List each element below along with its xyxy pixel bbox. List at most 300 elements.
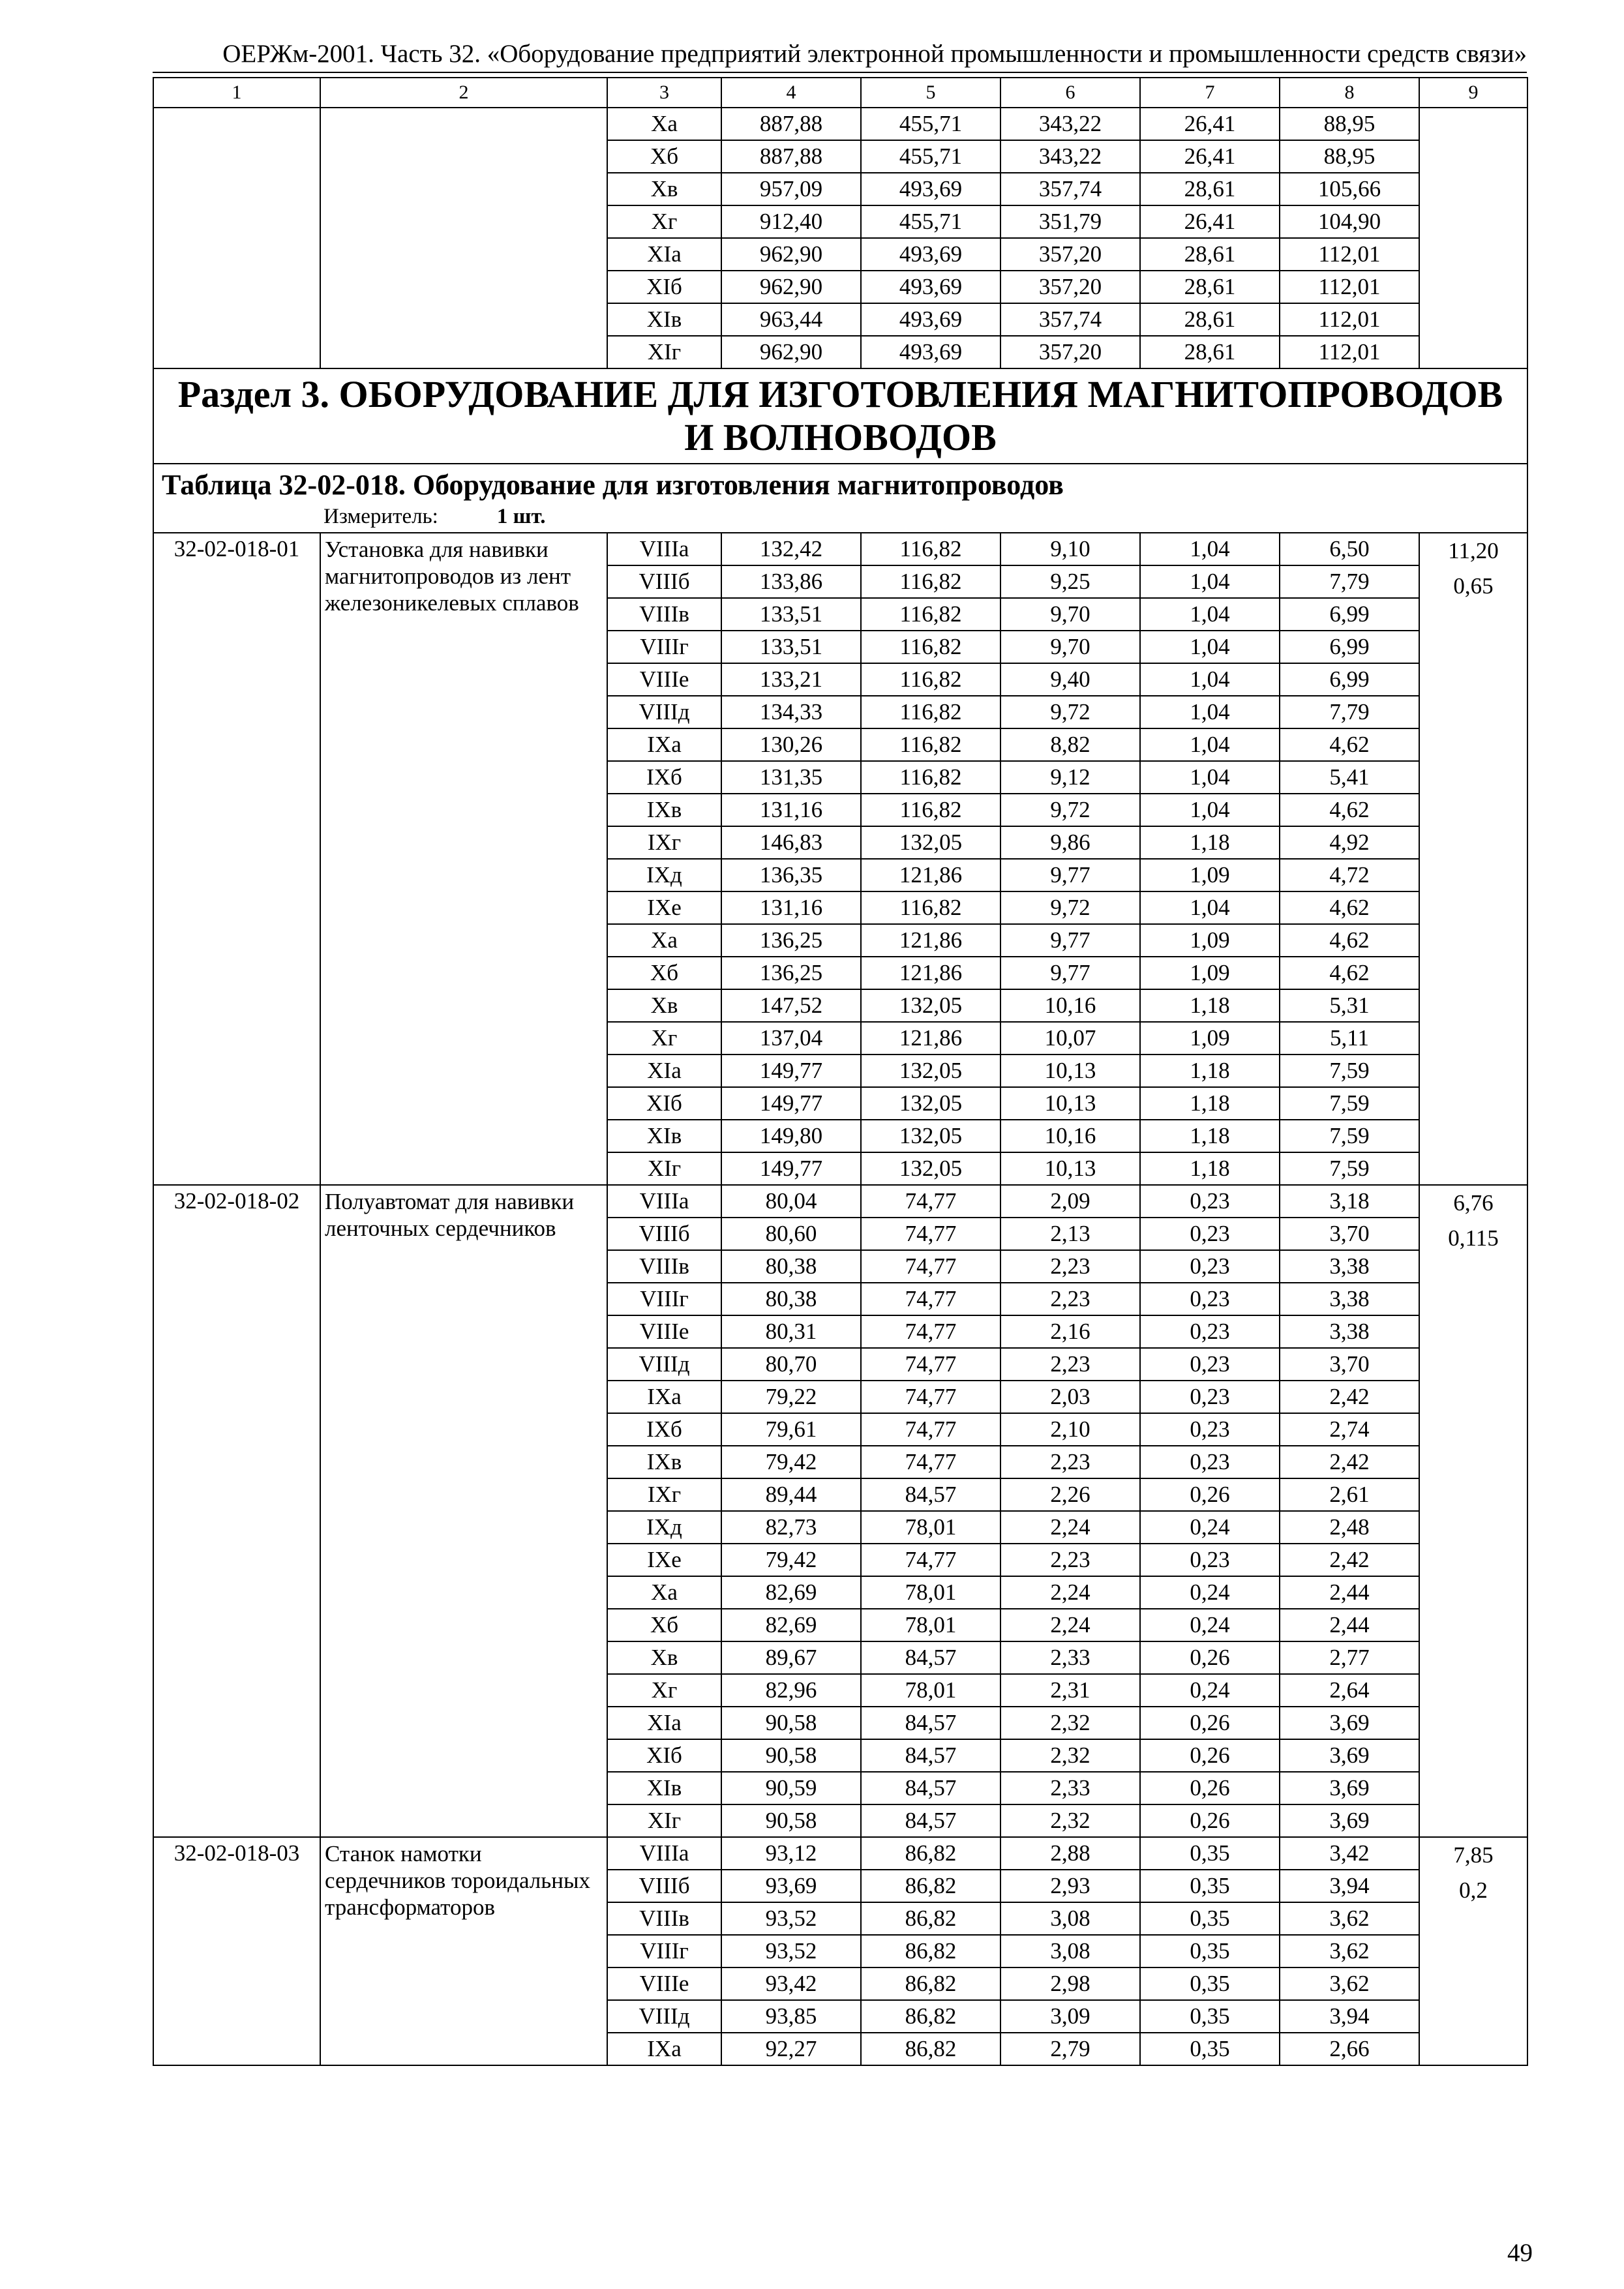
- value-cell: 2,23: [1000, 1250, 1140, 1283]
- value-cell: 9,12: [1000, 761, 1140, 794]
- value-cell: 2,23: [1000, 1283, 1140, 1315]
- value-cell: 90,58: [721, 1739, 861, 1772]
- value-cell: 149,77: [721, 1152, 861, 1185]
- zone-cell: VIIIa: [607, 1837, 721, 1870]
- value-cell: 149,77: [721, 1087, 861, 1120]
- value-cell: 26,41: [1140, 205, 1280, 238]
- item-code: 32-02-018-02: [153, 1185, 320, 1837]
- code-cell: [153, 108, 320, 368]
- value-cell: 455,71: [861, 108, 1000, 140]
- zone-cell: VIIIб: [607, 1870, 721, 1902]
- value-cell: 0,26: [1140, 1707, 1280, 1739]
- value-cell: 3,09: [1000, 2000, 1140, 2033]
- zone-cell: XIб: [607, 1739, 721, 1772]
- value-cell: 74,77: [861, 1381, 1000, 1413]
- value-cell: 105,66: [1280, 173, 1419, 205]
- value-cell: 0,23: [1140, 1283, 1280, 1315]
- value-cell: 0,26: [1140, 1772, 1280, 1804]
- value-cell: 90,59: [721, 1772, 861, 1804]
- zone-cell: Xг: [607, 1674, 721, 1707]
- value-cell: 493,69: [861, 336, 1000, 368]
- zone-cell: XIв: [607, 303, 721, 336]
- zone-cell: IXв: [607, 794, 721, 826]
- value-cell: 84,57: [861, 1739, 1000, 1772]
- table-caption-row: [153, 464, 1527, 533]
- value-cell: 455,71: [861, 140, 1000, 173]
- zone-cell: IXa: [607, 728, 721, 761]
- value-cell: 2,42: [1280, 1446, 1419, 1478]
- value-cell: 84,57: [861, 1772, 1000, 1804]
- zone-cell: VIIIe: [607, 1315, 721, 1348]
- value-cell: 90,58: [721, 1707, 861, 1739]
- value-cell: 10,16: [1000, 1120, 1140, 1152]
- value-cell: 80,38: [721, 1250, 861, 1283]
- zone-cell: IXб: [607, 1413, 721, 1446]
- value-cell: 9,72: [1000, 891, 1140, 924]
- value-cell: 82,96: [721, 1674, 861, 1707]
- value-cell: 74,77: [861, 1283, 1000, 1315]
- value-cell: 92,27: [721, 2033, 861, 2065]
- value-cell: 455,71: [861, 205, 1000, 238]
- value-cell: 2,64: [1280, 1674, 1419, 1707]
- value-cell: 80,60: [721, 1218, 861, 1250]
- value-cell: 9,77: [1000, 859, 1140, 891]
- column-number: 2: [320, 78, 607, 108]
- value-cell: 0,23: [1140, 1381, 1280, 1413]
- value-cell: 80,70: [721, 1348, 861, 1381]
- value-cell: 136,25: [721, 957, 861, 989]
- value-cell: 121,86: [861, 924, 1000, 957]
- value-cell: 2,44: [1280, 1609, 1419, 1641]
- unit-label: Измеритель:: [323, 505, 438, 528]
- value-cell: 887,88: [721, 140, 861, 173]
- unit-value: 1 шт.: [496, 505, 546, 528]
- zone-cell: XIг: [607, 336, 721, 368]
- value-cell: 116,82: [861, 761, 1000, 794]
- value-cell: 493,69: [861, 303, 1000, 336]
- value-cell: 74,77: [861, 1544, 1000, 1576]
- value-cell: 1,18: [1140, 1087, 1280, 1120]
- zone-cell: XIг: [607, 1152, 721, 1185]
- table-caption: [153, 464, 1527, 533]
- value-cell: 28,61: [1140, 173, 1280, 205]
- value-cell: 136,25: [721, 924, 861, 957]
- value-cell: 3,62: [1280, 1902, 1419, 1935]
- value-cell: 1,04: [1140, 728, 1280, 761]
- value-cell: 1,09: [1140, 957, 1280, 989]
- value-cell: 0,35: [1140, 1870, 1280, 1902]
- value-cell: 2,23: [1000, 1544, 1140, 1576]
- value-cell: 131,16: [721, 891, 861, 924]
- value-cell: 887,88: [721, 108, 861, 140]
- zone-cell: XIб: [607, 1087, 721, 1120]
- value-cell: 2,32: [1000, 1707, 1140, 1739]
- value-cell: 0,35: [1140, 1935, 1280, 1967]
- value-cell: 0,35: [1140, 2000, 1280, 2033]
- col9-cell: [1419, 108, 1527, 368]
- value-cell: 1,04: [1140, 631, 1280, 663]
- table-title: Таблица 32-02-018. Оборудование для изготовления магнитопроводов: [162, 469, 1064, 501]
- value-cell: 7,59: [1280, 1087, 1419, 1120]
- value-cell: 9,72: [1000, 696, 1140, 728]
- value-cell: 74,77: [861, 1185, 1000, 1218]
- value-cell: 3,70: [1280, 1348, 1419, 1381]
- value-cell: 3,69: [1280, 1707, 1419, 1739]
- value-cell: 1,09: [1140, 1022, 1280, 1055]
- value-cell: 88,95: [1280, 108, 1419, 140]
- value-cell: 2,79: [1000, 2033, 1140, 2065]
- zone-cell: IXe: [607, 1544, 721, 1576]
- value-cell: 104,90: [1280, 205, 1419, 238]
- value-cell: 2,31: [1000, 1674, 1140, 1707]
- item-code: 32-02-018-03: [153, 1837, 320, 2065]
- value-cell: 116,82: [861, 631, 1000, 663]
- column-number: 5: [861, 78, 1000, 108]
- value-cell: 1,18: [1140, 1055, 1280, 1087]
- value-cell: 79,42: [721, 1446, 861, 1478]
- value-cell: 116,82: [861, 565, 1000, 598]
- value-cell: 2,24: [1000, 1609, 1140, 1641]
- zone-cell: IXд: [607, 1511, 721, 1544]
- zone-cell: IXд: [607, 859, 721, 891]
- value-cell: 5,41: [1280, 761, 1419, 794]
- page-number: 49: [1507, 2239, 1533, 2267]
- zone-cell: VIIIг: [607, 1283, 721, 1315]
- value-cell: 133,51: [721, 598, 861, 631]
- col9-cell: [1419, 533, 1527, 1185]
- value-cell: 112,01: [1280, 271, 1419, 303]
- value-cell: 132,05: [861, 1087, 1000, 1120]
- value-cell: 0,23: [1140, 1348, 1280, 1381]
- value-cell: 5,31: [1280, 989, 1419, 1022]
- value-cell: 4,72: [1280, 859, 1419, 891]
- value-cell: 6,99: [1280, 631, 1419, 663]
- value-cell: 78,01: [861, 1609, 1000, 1641]
- zone-cell: XIв: [607, 1120, 721, 1152]
- value-cell: 2,33: [1000, 1772, 1140, 1804]
- value-cell: 149,80: [721, 1120, 861, 1152]
- value-cell: 357,74: [1000, 303, 1140, 336]
- zone-cell: IXб: [607, 761, 721, 794]
- value-cell: 1,18: [1140, 1120, 1280, 1152]
- value-cell: 93,42: [721, 1967, 861, 2000]
- column-number: 3: [607, 78, 721, 108]
- zone-cell: IXe: [607, 891, 721, 924]
- value-cell: 28,61: [1140, 336, 1280, 368]
- zone-cell: IXг: [607, 1478, 721, 1511]
- value-cell: 74,77: [861, 1218, 1000, 1250]
- zone-cell: Xг: [607, 1022, 721, 1055]
- rates-table: [153, 77, 1528, 2066]
- value-cell: 149,77: [721, 1055, 861, 1087]
- value-cell: 116,82: [861, 728, 1000, 761]
- value-cell: 343,22: [1000, 108, 1140, 140]
- value-cell: 0,24: [1140, 1609, 1280, 1641]
- value-cell: 2,98: [1000, 1967, 1140, 2000]
- value-cell: 3,62: [1280, 1935, 1419, 1967]
- zone-cell: XIa: [607, 1055, 721, 1087]
- value-cell: 2,48: [1280, 1511, 1419, 1544]
- value-cell: 3,69: [1280, 1804, 1419, 1837]
- value-cell: 116,82: [861, 663, 1000, 696]
- value-cell: 2,23: [1000, 1348, 1140, 1381]
- value-cell: 74,77: [861, 1315, 1000, 1348]
- value-cell: 3,38: [1280, 1250, 1419, 1283]
- zone-cell: Xб: [607, 957, 721, 989]
- zone-cell: VIIIд: [607, 2000, 721, 2033]
- value-cell: 1,04: [1140, 533, 1280, 565]
- value-cell: 89,67: [721, 1641, 861, 1674]
- value-cell: 2,32: [1000, 1739, 1140, 1772]
- value-cell: 357,20: [1000, 336, 1140, 368]
- value-cell: 2,24: [1000, 1576, 1140, 1609]
- value-cell: 2,44: [1280, 1576, 1419, 1609]
- value-cell: 0,24: [1140, 1511, 1280, 1544]
- value-cell: 343,22: [1000, 140, 1140, 173]
- value-cell: 2,61: [1280, 1478, 1419, 1511]
- zone-cell: XIб: [607, 271, 721, 303]
- value-cell: 134,33: [721, 696, 861, 728]
- zone-cell: IXв: [607, 1446, 721, 1478]
- value-cell: 0,26: [1140, 1739, 1280, 1772]
- value-cell: 84,57: [861, 1641, 1000, 1674]
- value-cell: 131,16: [721, 794, 861, 826]
- value-cell: 93,69: [721, 1870, 861, 1902]
- col9-value: 6,76: [1453, 1190, 1494, 1216]
- value-cell: 2,23: [1000, 1446, 1140, 1478]
- value-cell: 2,26: [1000, 1478, 1140, 1511]
- value-cell: 74,77: [861, 1348, 1000, 1381]
- value-cell: 0,35: [1140, 1967, 1280, 2000]
- value-cell: 28,61: [1140, 271, 1280, 303]
- value-cell: 10,13: [1000, 1087, 1140, 1120]
- zone-cell: XIг: [607, 1804, 721, 1837]
- value-cell: 82,69: [721, 1576, 861, 1609]
- value-cell: 357,20: [1000, 238, 1140, 271]
- value-cell: 3,70: [1280, 1218, 1419, 1250]
- value-cell: 112,01: [1280, 238, 1419, 271]
- section-title: Раздел 3. ОБОРУДОВАНИЕ ДЛЯ ИЗГОТОВЛЕНИЯ МАГНИТОПРОВОДОВ И ВОЛНОВОДОВ: [153, 368, 1527, 464]
- value-cell: 78,01: [861, 1674, 1000, 1707]
- value-cell: 351,79: [1000, 205, 1140, 238]
- value-cell: 89,44: [721, 1478, 861, 1511]
- zone-cell: Xв: [607, 1641, 721, 1674]
- table-row: [153, 108, 1527, 140]
- value-cell: 93,12: [721, 1837, 861, 1870]
- value-cell: 116,82: [861, 794, 1000, 826]
- column-number: 7: [1140, 78, 1280, 108]
- value-cell: 3,94: [1280, 1870, 1419, 1902]
- value-cell: 121,86: [861, 859, 1000, 891]
- value-cell: 7,59: [1280, 1120, 1419, 1152]
- value-cell: 78,01: [861, 1576, 1000, 1609]
- value-cell: 132,05: [861, 989, 1000, 1022]
- zone-cell: VIIIa: [607, 533, 721, 565]
- value-cell: 116,82: [861, 533, 1000, 565]
- value-cell: 133,51: [721, 631, 861, 663]
- value-cell: 2,93: [1000, 1870, 1140, 1902]
- item-code: 32-02-018-01: [153, 533, 320, 1185]
- zone-cell: VIIIд: [607, 1348, 721, 1381]
- zone-cell: VIIIa: [607, 1185, 721, 1218]
- value-cell: 10,13: [1000, 1152, 1140, 1185]
- value-cell: 4,62: [1280, 891, 1419, 924]
- value-cell: 493,69: [861, 271, 1000, 303]
- value-cell: 2,16: [1000, 1315, 1140, 1348]
- value-cell: 957,09: [721, 173, 861, 205]
- zone-cell: IXa: [607, 1381, 721, 1413]
- col9-value: 0,2: [1459, 1878, 1488, 1903]
- zone-cell: Xa: [607, 108, 721, 140]
- value-cell: 1,04: [1140, 598, 1280, 631]
- zone-cell: Xa: [607, 1576, 721, 1609]
- page-header: ОЕРЖм-2001. Часть 32. «Оборудование предприятий электронной промышленности и промышленности средств связи»: [222, 40, 1527, 68]
- header-rule: [153, 72, 1527, 73]
- zone-cell: Xa: [607, 924, 721, 957]
- zone-cell: Xв: [607, 173, 721, 205]
- zone-cell: VIIIб: [607, 1218, 721, 1250]
- value-cell: 1,04: [1140, 565, 1280, 598]
- value-cell: 0,24: [1140, 1674, 1280, 1707]
- value-cell: 2,03: [1000, 1381, 1140, 1413]
- value-cell: 132,05: [861, 1055, 1000, 1087]
- column-number: 8: [1280, 78, 1419, 108]
- value-cell: 3,18: [1280, 1185, 1419, 1218]
- value-cell: 0,26: [1140, 1804, 1280, 1837]
- value-cell: 88,95: [1280, 140, 1419, 173]
- value-cell: 1,04: [1140, 663, 1280, 696]
- value-cell: 9,77: [1000, 957, 1140, 989]
- value-cell: 3,94: [1280, 2000, 1419, 2033]
- column-number: 1: [153, 78, 320, 108]
- col9-cell: [1419, 1837, 1527, 2065]
- value-cell: 0,23: [1140, 1446, 1280, 1478]
- value-cell: 9,70: [1000, 598, 1140, 631]
- value-cell: 2,32: [1000, 1804, 1140, 1837]
- value-cell: 0,26: [1140, 1478, 1280, 1511]
- value-cell: 132,05: [861, 1120, 1000, 1152]
- value-cell: 7,59: [1280, 1152, 1419, 1185]
- value-cell: 10,16: [1000, 989, 1140, 1022]
- value-cell: 132,05: [861, 826, 1000, 859]
- section-row: [153, 368, 1527, 464]
- value-cell: 80,04: [721, 1185, 861, 1218]
- value-cell: 130,26: [721, 728, 861, 761]
- value-cell: 86,82: [861, 1967, 1000, 2000]
- value-cell: 2,42: [1280, 1381, 1419, 1413]
- zone-cell: Xб: [607, 1609, 721, 1641]
- value-cell: 2,77: [1280, 1641, 1419, 1674]
- value-cell: 28,61: [1140, 303, 1280, 336]
- value-cell: 26,41: [1140, 108, 1280, 140]
- value-cell: 1,18: [1140, 826, 1280, 859]
- zone-cell: VIIIe: [607, 663, 721, 696]
- value-cell: 0,23: [1140, 1315, 1280, 1348]
- value-cell: 6,99: [1280, 598, 1419, 631]
- value-cell: 0,23: [1140, 1544, 1280, 1576]
- value-cell: 78,01: [861, 1511, 1000, 1544]
- value-cell: 9,77: [1000, 924, 1140, 957]
- value-cell: 86,82: [861, 1837, 1000, 1870]
- value-cell: 1,04: [1140, 761, 1280, 794]
- table-row: [153, 1837, 1527, 1870]
- item-name: Установка для навивки магнитопроводов из лент железоникелевых сплавов: [320, 533, 607, 1185]
- table-row: [153, 1185, 1527, 1218]
- col9-value: 0,65: [1453, 573, 1494, 599]
- value-cell: 1,09: [1140, 924, 1280, 957]
- value-cell: 3,38: [1280, 1283, 1419, 1315]
- column-number: 9: [1419, 78, 1527, 108]
- value-cell: 5,11: [1280, 1022, 1419, 1055]
- value-cell: 0,23: [1140, 1185, 1280, 1218]
- column-number: 4: [721, 78, 861, 108]
- zone-cell: Xг: [607, 205, 721, 238]
- value-cell: 9,70: [1000, 631, 1140, 663]
- value-cell: 357,20: [1000, 271, 1140, 303]
- value-cell: 74,77: [861, 1446, 1000, 1478]
- col9-cell: [1419, 1185, 1527, 1837]
- value-cell: 80,38: [721, 1283, 861, 1315]
- value-cell: 0,35: [1140, 1902, 1280, 1935]
- value-cell: 4,92: [1280, 826, 1419, 859]
- value-cell: 3,62: [1280, 1967, 1419, 2000]
- value-cell: 9,40: [1000, 663, 1140, 696]
- value-cell: 1,04: [1140, 891, 1280, 924]
- value-cell: 962,90: [721, 336, 861, 368]
- zone-cell: IXa: [607, 2033, 721, 2065]
- value-cell: 74,77: [861, 1250, 1000, 1283]
- zone-cell: Xб: [607, 140, 721, 173]
- value-cell: 0,23: [1140, 1218, 1280, 1250]
- value-cell: 3,69: [1280, 1739, 1419, 1772]
- value-cell: 1,18: [1140, 1152, 1280, 1185]
- zone-cell: VIIIв: [607, 1250, 721, 1283]
- value-cell: 86,82: [861, 1902, 1000, 1935]
- value-cell: 137,04: [721, 1022, 861, 1055]
- zone-cell: XIв: [607, 1772, 721, 1804]
- value-cell: 3,08: [1000, 1935, 1140, 1967]
- value-cell: 2,66: [1280, 2033, 1419, 2065]
- zone-cell: IXг: [607, 826, 721, 859]
- value-cell: 86,82: [861, 2033, 1000, 2065]
- value-cell: 116,82: [861, 891, 1000, 924]
- value-cell: 7,79: [1280, 565, 1419, 598]
- value-cell: 116,82: [861, 598, 1000, 631]
- value-cell: 962,90: [721, 238, 861, 271]
- value-cell: 84,57: [861, 1478, 1000, 1511]
- value-cell: 963,44: [721, 303, 861, 336]
- value-cell: 10,07: [1000, 1022, 1140, 1055]
- value-cell: 82,69: [721, 1609, 861, 1641]
- value-cell: 1,18: [1140, 989, 1280, 1022]
- value-cell: 1,04: [1140, 696, 1280, 728]
- value-cell: 1,09: [1140, 859, 1280, 891]
- column-number: 6: [1000, 78, 1140, 108]
- value-cell: 9,72: [1000, 794, 1140, 826]
- value-cell: 0,26: [1140, 1641, 1280, 1674]
- value-cell: 146,83: [721, 826, 861, 859]
- value-cell: 3,08: [1000, 1902, 1140, 1935]
- value-cell: 8,82: [1000, 728, 1140, 761]
- value-cell: 0,24: [1140, 1576, 1280, 1609]
- column-number-row: [153, 78, 1527, 108]
- value-cell: 79,42: [721, 1544, 861, 1576]
- value-cell: 74,77: [861, 1413, 1000, 1446]
- value-cell: 2,10: [1000, 1413, 1140, 1446]
- value-cell: 90,58: [721, 1804, 861, 1837]
- value-cell: 357,74: [1000, 173, 1140, 205]
- col9-value: 7,85: [1453, 1842, 1494, 1868]
